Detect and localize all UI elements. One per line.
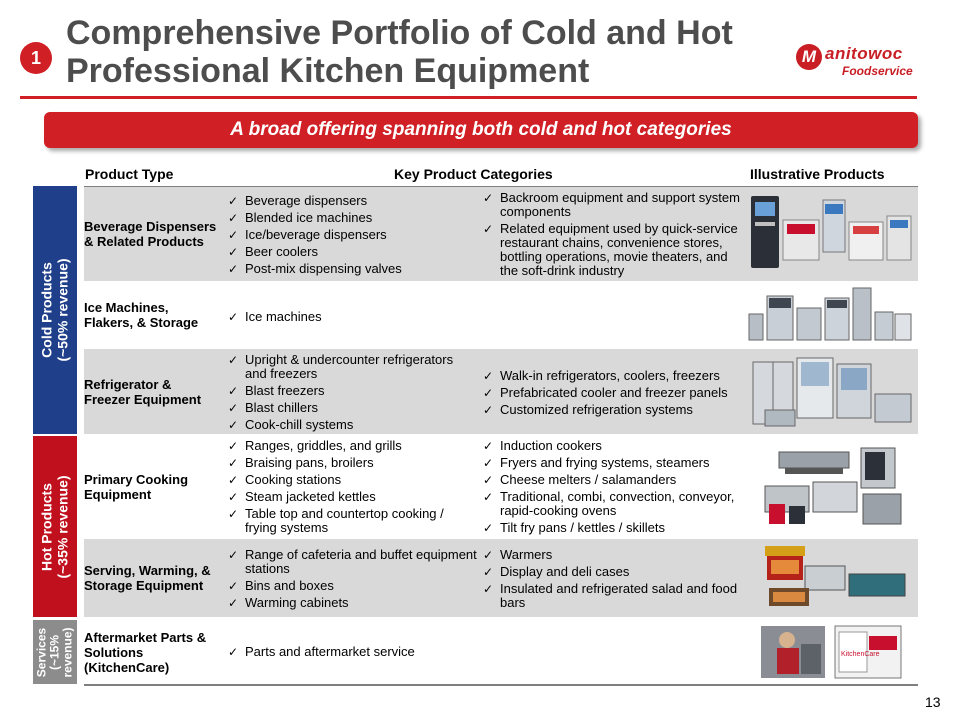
category-item: ✓ Cooking stations <box>228 473 478 487</box>
product-type-ice: Ice Machines, Flakers, & Storage <box>84 300 199 330</box>
category-item: ✓ Induction cookers <box>483 439 741 453</box>
category-item: ✓ Post-mix dispensing valves <box>228 262 478 276</box>
category-item: ✓ Beer coolers <box>228 245 478 259</box>
group-services-line1: Services <box>34 627 49 677</box>
categories-refrigerator-col1 <box>228 353 478 435</box>
categories-beverage-col1 <box>228 194 478 279</box>
logo-mark: M <box>796 44 822 70</box>
product-type-beverage: Beverage Dispensers & Related Products <box>84 218 217 249</box>
group-hot-products <box>33 436 77 617</box>
category-item: ✓ Tilt fry pans / kettles / skillets <box>483 521 741 535</box>
title-rule <box>20 96 917 99</box>
category-item: ✓ Customized refrigeration systems <box>483 403 741 417</box>
category-item: ✓ Blast chillers <box>228 401 478 415</box>
serving-products-image <box>745 544 915 612</box>
category-item: ✓ Warmers <box>483 548 741 562</box>
beverage-products-image <box>745 192 915 274</box>
category-item: ✓ Insulated and refrigerated salad and food bars <box>483 582 741 610</box>
category-item: ✓ Steam jacketed kettles <box>228 490 478 504</box>
categories-aftermarket-col1 <box>228 645 478 662</box>
page-title: Comprehensive Portfolio of Cold and Hot Professional Kitchen Equipment <box>66 14 733 90</box>
category-item: ✓ Fryers and frying systems, steamers <box>483 456 741 470</box>
cooking-products-image <box>745 446 915 532</box>
product-type-serving: Serving, Warming, & Storage Equipment <box>84 563 211 593</box>
category-item: ✓ Prefabricated cooler and freezer panels <box>483 386 741 400</box>
group-cold-line1: Cold Products <box>39 262 56 358</box>
van-label: KitchenCare <box>841 651 880 658</box>
header-key-categories: Key Product Categories <box>394 166 553 182</box>
category-item: ✓ Warming cabinets <box>228 596 478 610</box>
category-item: ✓ Traditional, combi, convection, conveyor, rapid-cooking ovens <box>483 490 741 518</box>
section-badge: 1 <box>20 42 52 74</box>
category-item: ✓ Related equipment used by quick-service restaurant chains, convenience stores, bottling operations, movie theaters, and the soft-drink industry <box>483 222 741 278</box>
category-item: ✓ Bins and boxes <box>228 579 478 593</box>
categories-cooking-col1 <box>228 439 478 538</box>
category-item: ✓ Ice/beverage dispensers <box>228 228 478 242</box>
categories-cooking-col2 <box>483 439 741 538</box>
refrigerator-products-image <box>745 354 915 430</box>
group-hot-line1: Hot Products <box>39 482 56 571</box>
categories-beverage-col2 <box>483 191 741 281</box>
group-cold-line2: (~50% revenue) <box>55 258 72 362</box>
ice-machines-image <box>745 284 915 344</box>
product-type-refrigerator: Refrigerator & Freezer Equipment <box>84 376 202 407</box>
header-product-type: Product Type <box>85 166 174 182</box>
logo-name: anitowoc <box>825 44 903 63</box>
category-item: ✓ Upright & undercounter refrigerators and freezers <box>228 353 478 381</box>
page-number: 13 <box>925 694 941 710</box>
category-item: ✓ Display and deli cases <box>483 565 741 579</box>
category-item: ✓ Table top and countertop cooking / frying systems <box>228 507 478 535</box>
category-item: ✓ Blast freezers <box>228 384 478 398</box>
category-item: ✓ Range of cafeteria and buffet equipment stations <box>228 548 478 576</box>
categories-serving-col2 <box>483 548 741 613</box>
kitchencare-service-image <box>745 624 915 680</box>
category-item: ✓ Braising pans, broilers <box>228 456 478 470</box>
logo-subtitle: Foodservice <box>842 64 913 78</box>
category-item: ✓ Cook-chill systems <box>228 418 478 432</box>
group-cold-products <box>33 186 77 434</box>
category-item: ✓ Walk-in refrigerators, coolers, freezers <box>483 369 741 383</box>
product-type-cooking: Primary Cooking Equipment <box>84 472 189 502</box>
subtitle-banner: A broad offering spanning both cold and hot categories <box>44 112 918 148</box>
categories-refrigerator-col2 <box>483 369 741 420</box>
category-item: ✓ Beverage dispensers <box>228 194 478 208</box>
company-logo <box>792 40 922 82</box>
category-item: ✓ Cheese melters / salamanders <box>483 473 741 487</box>
category-item: ✓ Ranges, griddles, and grills <box>228 439 478 453</box>
categories-serving-col1 <box>228 548 478 613</box>
group-services-line2: (~15% <box>47 634 62 670</box>
group-hot-line2: (~35% revenue) <box>55 474 72 579</box>
group-services <box>33 620 77 684</box>
category-item: ✓ Backroom equipment and support system components <box>483 191 741 219</box>
group-services-line3: revenue) <box>60 626 75 678</box>
category-item: ✓ Blended ice machines <box>228 211 478 225</box>
row-divider <box>84 684 918 686</box>
product-type-aftermarket: Aftermarket Parts & Solutions (KitchenCare) <box>84 629 207 675</box>
category-item: ✓ Ice machines <box>228 310 478 324</box>
category-item: ✓ Parts and aftermarket service <box>228 645 478 659</box>
categories-ice-col1 <box>228 310 478 327</box>
header-illustrative: Illustrative Products <box>750 166 885 182</box>
